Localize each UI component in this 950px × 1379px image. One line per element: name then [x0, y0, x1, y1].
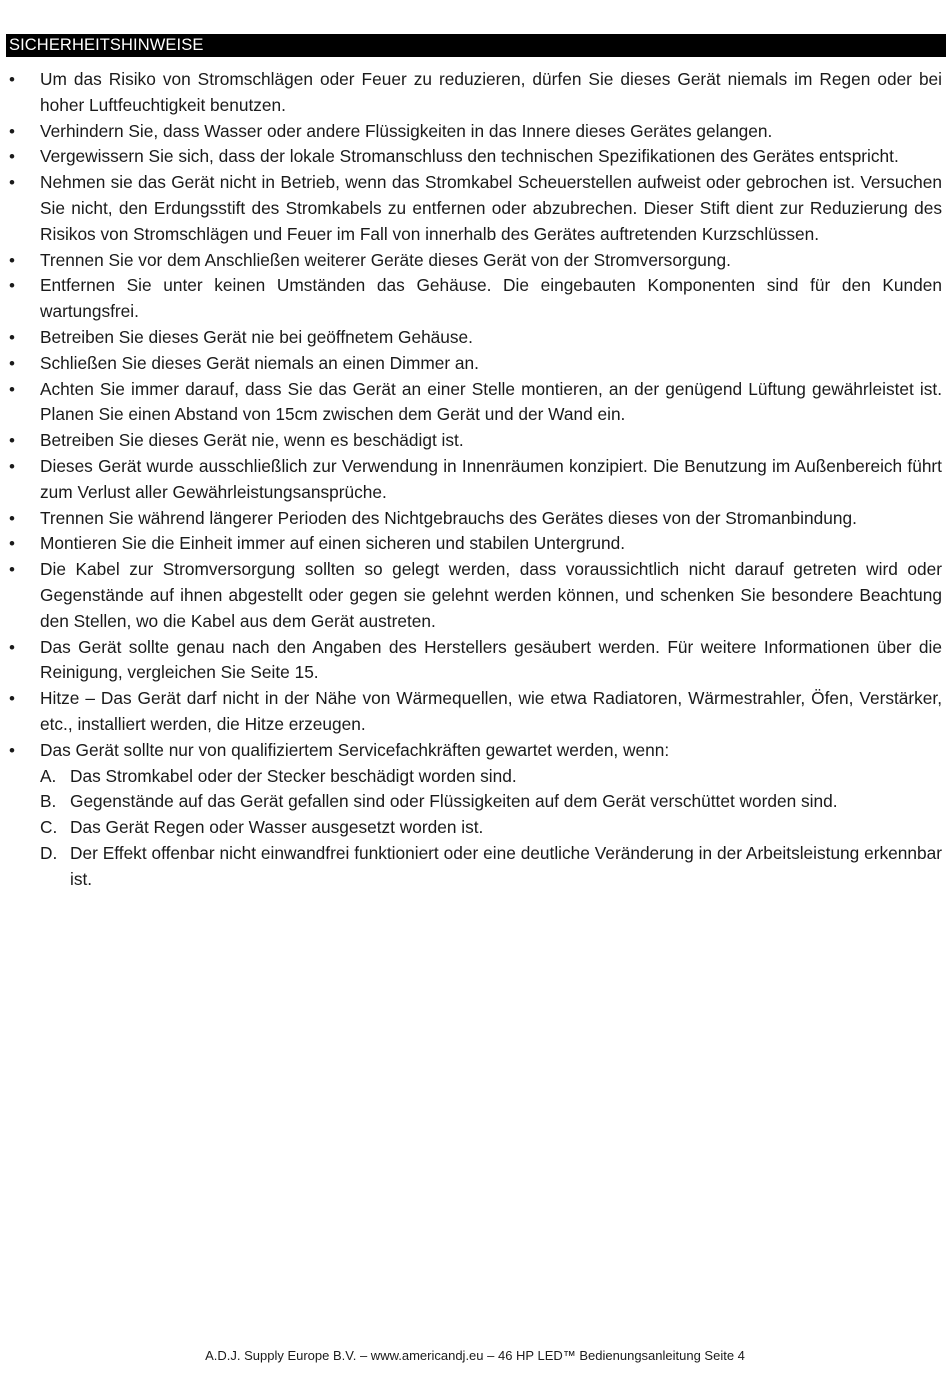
bullet-icon: • [9, 689, 15, 709]
sub-list-item-text: Gegenstände auf das Gerät gefallen sind oder Flüssigkeiten auf dem Gerät verschüttet worden sind. [70, 791, 838, 812]
bullet-icon: • [9, 534, 15, 554]
sub-list-marker: A. [40, 765, 57, 786]
list-item-text: Betreiben Sie dieses Gerät nie bei geöffnetem Gehäuse. [40, 326, 473, 347]
bullet-icon: • [9, 70, 15, 89]
list-item-text: Das Gerät sollte nur von qualifiziertem Servicefachkräften gewartet werden, wenn: [40, 739, 670, 760]
sub-list-marker: C. [40, 817, 58, 838]
list-item-text: Vergewissern Sie sich, dass der lokale Stromanschluss den technischen Spezifikationen des Gerätes entspricht. [40, 146, 899, 167]
list-item [0, 351, 950, 377]
bullet-icon: • [9, 250, 15, 270]
list-item [0, 67, 950, 119]
sub-list-marker: D. [40, 842, 58, 863]
list-item-text: Trennen Sie vor dem Anschließen weiterer Geräte dieses Gerät von der Stromversorgung. [40, 249, 731, 270]
bullet-icon: • [9, 508, 15, 528]
list-item-text: Das Gerät sollte genau nach den Angaben des Herstellers gesäubert werden. Für weitere Informationen über die Reinigung, vergleichen Sie Seite 15. [40, 636, 942, 683]
list-item-text: Achten Sie immer darauf, dass Sie das Gerät an einer Stelle montieren, an der genügend Lüftung gewährleistet ist. Planen Sie einen Abstand von 15cm zwischen dem Gerät und der Wand ein. [40, 378, 942, 425]
sub-list-item [0, 841, 950, 893]
bullet-icon: • [9, 431, 15, 451]
bullet-icon: • [9, 353, 15, 373]
bullet-icon: • [9, 740, 15, 760]
list-item [0, 170, 950, 247]
list-item [0, 557, 950, 634]
bullet-icon: • [9, 327, 15, 347]
list-item [0, 686, 950, 738]
list-item [0, 144, 950, 170]
bullet-icon: • [9, 456, 15, 476]
list-item [0, 428, 950, 454]
page-footer: A.D.J. Supply Europe B.V. – www.americandj.eu – 46 HP LED™ Bedienungsanleitung Seite 4 [205, 1348, 745, 1363]
section-heading: SICHERHEITSHINWEISE [6, 34, 946, 57]
list-item [0, 454, 950, 506]
list-item-text: Entfernen Sie unter keinen Umständen das Gehäuse. Die eingebauten Komponenten sind für den Kunden wartungsfrei. [40, 275, 942, 322]
list-item [0, 738, 950, 764]
list-item-text: Trennen Sie während längerer Perioden des Nichtgebrauchs des Gerätes dieses von der Stromanbindung. [40, 507, 857, 528]
list-item [0, 635, 950, 687]
list-item-text: Die Kabel zur Stromversorgung sollten so gelegt werden, dass voraussichtlich nicht darauf getreten wird oder Gegenstände auf ihnen abgestellt oder gegen sie gelehnt werden können, und schenken Sie besondere Beachtung den Stellen, wo die Kabel aus dem Gerät austreten. [40, 559, 942, 631]
list-item [0, 506, 950, 532]
safety-list [0, 67, 950, 764]
list-item [0, 119, 950, 145]
list-item-text: Betreiben Sie dieses Gerät nie, wenn es beschädigt ist. [40, 430, 464, 451]
sub-list-item-text: Der Effekt offenbar nicht einwandfrei funktioniert oder eine deutliche Veränderung in der Arbeitsleistung erkennbar ist. [70, 842, 942, 889]
sub-list-marker: B. [40, 791, 57, 812]
bullet-icon: • [9, 637, 15, 657]
sub-list-item [0, 764, 950, 790]
list-item-text: Nehmen sie das Gerät nicht in Betrieb, wenn das Stromkabel Scheuerstellen aufweist oder gebrochen ist. Versuchen Sie nicht, den Erdungsstift des Stromkabels zu entfernen oder abzubrechen. Dieser Stift dient zur Reduzierung des Risikos von Stromschlägen und Feuer im Fall von innerhalb des Gerätes auftretenden Kurzschlüssen. [40, 172, 942, 244]
list-item-text: Montieren Sie die Einheit immer auf einen sicheren und stabilen Untergrund. [40, 533, 626, 554]
bullet-icon: • [9, 147, 15, 167]
service-conditions-list [0, 764, 950, 893]
list-item [0, 273, 950, 325]
sub-list-item-text: Das Stromkabel oder der Stecker beschädigt worden sind. [70, 765, 517, 786]
safety-instructions [0, 67, 950, 893]
sub-list-item [0, 789, 950, 815]
bullet-icon: • [9, 173, 15, 193]
list-item-text: Hitze – Das Gerät darf nicht in der Nähe von Wärmequellen, wie etwa Radiatoren, Wärmestrahler, Öfen, Verstärker, etc., installiert werden, die Hitze erzeugen. [40, 688, 942, 734]
list-item-text: Dieses Gerät wurde ausschließlich zur Verwendung in Innenräumen konzipiert. Die Benutzung im Außenbereich führt zum Verlust aller Gewährleistungsansprüche. [40, 455, 942, 502]
list-item-text: Um das Risiko von Stromschlägen oder Feuer zu reduzieren, dürfen Sie dieses Gerät niemals im Regen oder bei hoher Luftfeuchtigkeit benutzen. [40, 69, 942, 115]
bullet-icon: • [9, 121, 15, 141]
list-item-text: Verhindern Sie, dass Wasser oder andere Flüssigkeiten in das Innere dieses Gerätes gelangen. [40, 120, 773, 141]
list-item [0, 377, 950, 429]
bullet-icon: • [9, 276, 15, 296]
list-item-text: Schließen Sie dieses Gerät niemals an einen Dimmer an. [40, 352, 479, 373]
sub-list-item-text: Das Gerät Regen oder Wasser ausgesetzt worden ist. [70, 817, 484, 838]
sub-list-item [0, 815, 950, 841]
list-item [0, 325, 950, 351]
bullet-icon: • [9, 560, 15, 580]
list-item [0, 248, 950, 274]
bullet-icon: • [9, 379, 15, 399]
list-item [0, 531, 950, 557]
